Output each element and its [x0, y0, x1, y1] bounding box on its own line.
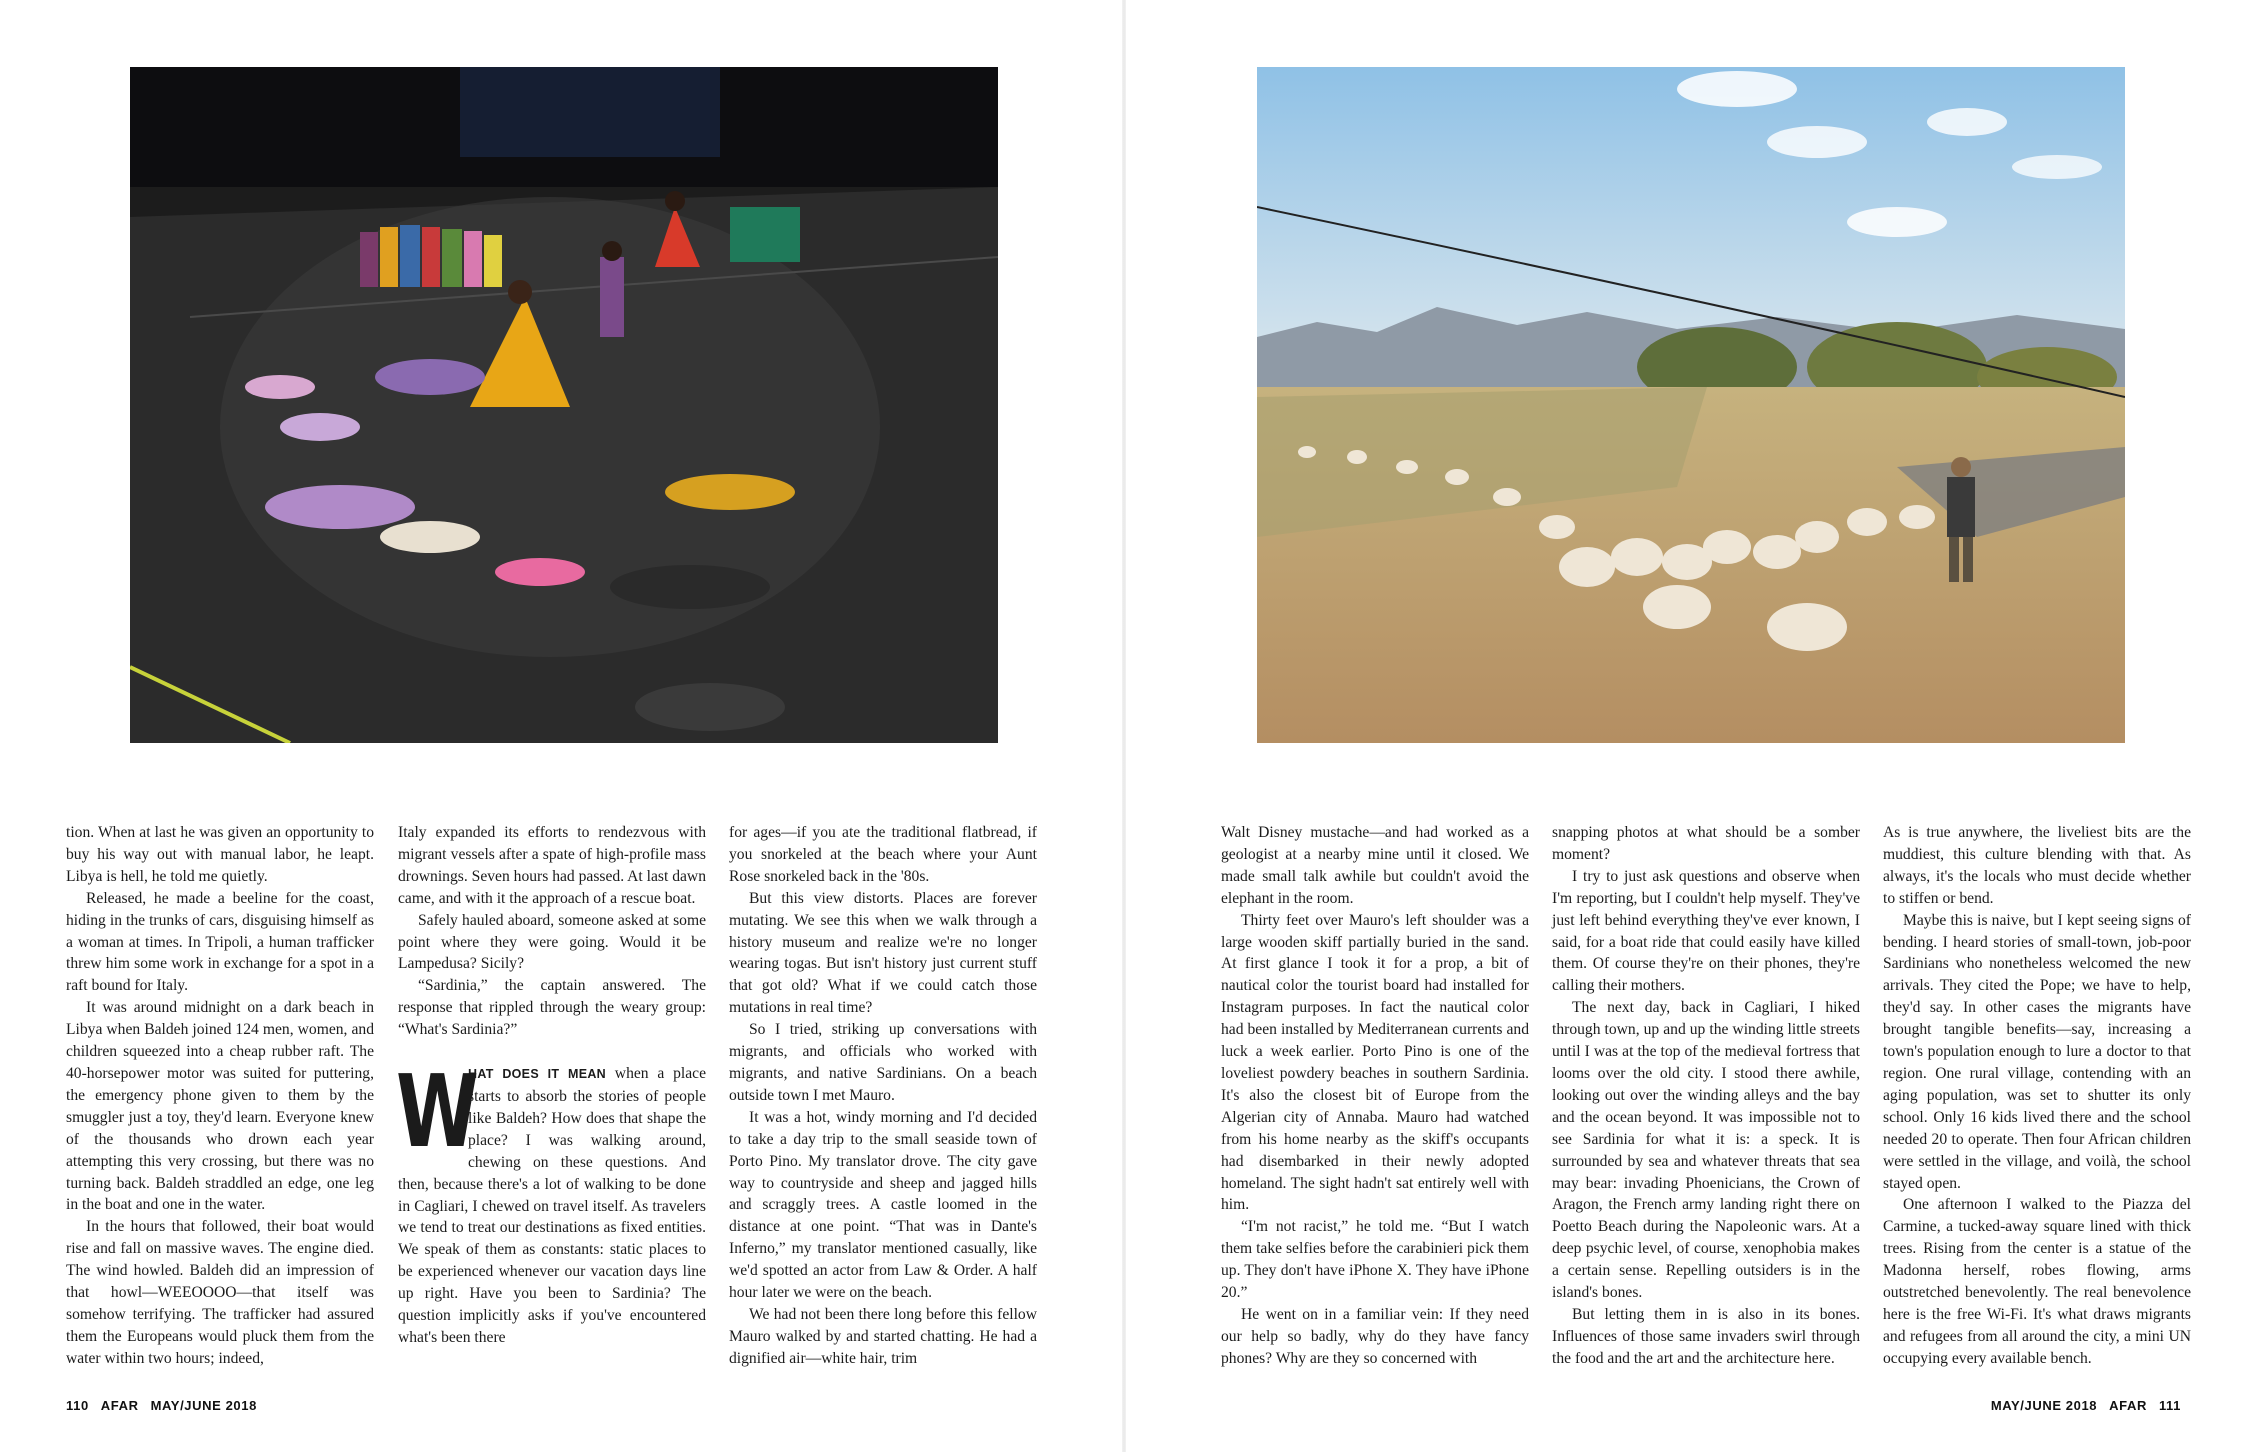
- paragraph: He went on in a familiar vein: If they need our help so badly, why do they have fancy phones? Why are they so concerned with: [1221, 1305, 1529, 1367]
- issue-date: MAY/JUNE 2018: [1990, 1398, 2098, 1413]
- paragraph: It was around midnight on a dark beach in Libya when Baldeh joined 124 men, women, and children squeezed into a cheap rubber raft. The 40-horsepower motor was suited for puttering, the emergency phone given to them by the smuggler just a toy, they'd learn. Everyone knew of the thousands who drown each year attempting this very crossing, but there was no turning back. Baldeh straddled an edge, one leg in the boat and one in the water.: [66, 999, 374, 1214]
- left-page: [0, 0, 1124, 1452]
- column-5: [1552, 822, 1860, 1370]
- right-page: [1125, 0, 2249, 1452]
- page-number: 110: [66, 1398, 89, 1413]
- paragraph: I try to just ask questions and observe when I'm reporting, but I couldn't help myself. They've just left behind everything they've ever known, I said, for a boat ride that could easily have killed them. Of course they're on their phones, they're calling their mothers.: [1552, 867, 1860, 995]
- column-4: [1221, 822, 1529, 1370]
- shepherd-sheep-photo: [1257, 67, 2125, 743]
- paragraph: We had not been there long before this fellow Mauro walked by and started chatting. He had a dignified air—white hair, trim: [729, 1305, 1037, 1367]
- lead-in: HAT DOES IT MEAN: [468, 1067, 607, 1082]
- paragraph: In the hours that followed, their boat would rise and fall on massive waves. The engine died. The wind howled. Baldeh did an impression of that howl—WEEOOOO—that itself was somehow terrifying. The trafficker had assured them the Europeans would pluck them from the water within two hours; indeed,: [66, 1218, 374, 1367]
- paragraph: “I'm not racist,” he told me. “But I watch them take selfies before the carabinieri pick them up. They don't have iPhone X. They have iPhone 20.”: [1221, 1218, 1529, 1302]
- paragraph: Walt Disney mustache—and had worked as a geologist at a nearby mine until it closed. We made small talk awhile but couldn't avoid the elephant in the room.: [1221, 824, 1529, 907]
- paragraph: But this view distorts. Places are forever mutating. We see this when we walk through a history museum and realize we're no longer wearing togas. But isn't history just current stuff that got old? What if we could catch those mutations in real time?: [729, 889, 1037, 1017]
- column-3: [729, 822, 1037, 1370]
- page-number: 111: [2158, 1398, 2181, 1413]
- paragraph: One afternoon I walked to the Piazza del Carmine, a tucked-away square lined with thick trees. Rising from the center is a statue of the Madonna herself, robes flowing, arms outstretched benevolently. The real benevolence here is the free Wi-Fi. It's what draws migrants and refugees from all around the city, a mini UN occupying every available bench.: [1883, 1196, 2191, 1367]
- paragraph: for ages—if you ate the traditional flatbread, if you snorkeled at the beach where your Aunt Rose snorkeled back in the '80s.: [729, 824, 1037, 885]
- folio-left: [66, 1398, 269, 1413]
- issue-date: MAY/JUNE 2018: [150, 1398, 257, 1413]
- column-6: [1883, 822, 2191, 1370]
- section-lead-paragraph: [396, 1053, 706, 1349]
- drop-cap: W: [396, 1053, 479, 1171]
- paragraph: So I tried, striking up conversations with migrants, and officials who worked with migrants, and native Sardinians. On a beach outside town I met Mauro.: [729, 1021, 1037, 1104]
- paragraph: As is true anywhere, the liveliest bits are the muddiest, this culture blending with that. As always, it's the locals who must decide whether to stiffen or bend.: [1883, 824, 2191, 907]
- paragraph: Italy expanded its efforts to rendezvous with migrant vessels after a spate of high-profile mass drownings. Seven hours had passed. At last dawn came, and with it the approach of a rescue boat.: [398, 824, 706, 907]
- paragraph: tion. When at last he was given an opportunity to buy his way out with manual labor, he leapt. Libya is hell, he told me quietly.: [66, 824, 374, 885]
- paragraph: The next day, back in Cagliari, I hiked through town, up and up the winding little streets until I was at the top of the medieval fortress that looms over the old city. I stood there awhile, looking out over the winding alleys and the bay and the ocean beyond. It was impossible not to see Sardinia for what it is: a speck. It is surrounded by sea and whatever threats that sea may bear: invading Phoenicians, the Crown of Aragon, the French army landing right there on Poetto Beach during the Napoleonic wars. At a deep psychic level, of course, xenophobia makes a certain sense. Repelling outsiders is in the island's bones.: [1552, 999, 1860, 1302]
- paragraph: Safely hauled aboard, someone asked at some point where they were going. Would it be Lampedusa? Sicily?: [398, 911, 706, 973]
- magazine-name: AFAR: [2109, 1398, 2147, 1413]
- column-2: [398, 822, 706, 1349]
- column-1: [66, 822, 374, 1370]
- paragraph: “Sardinia,” the captain answered. The response that rippled through the weary group: “What's Sardinia?”: [398, 977, 706, 1039]
- magazine-name: AFAR: [100, 1398, 139, 1413]
- paragraph: snapping photos at what should be a somber moment?: [1552, 824, 1860, 863]
- lead-in-rest: when a place starts to absorb the stories of people like Baldeh? How does that shape the place? I was walking around, chewing on these questions. And then, because there's a lot of walking to be done in Cagliari, I chewed on travel itself. As travelers we tend to treat our destinations as fixed entities. We speak of them as constants: static places to be experienced whenever our vacation days line up right. Have you been to Sardinia? The question implicitly asks if you've encountered what's been there: [398, 1065, 706, 1346]
- paragraph: Thirty feet over Mauro's left shoulder was a large wooden skiff partially buried in the sand. At first glance I took it for a prop, a bit of nautical color the tourist board had installed for Instagram purposes. In fact the nautical color had been installed by Mediterranean currents and luck a week earlier. Porto Pino is one of the loveliest powdery beaches in southern Sardinia. It's also the closest bit of Europe from the Algerian city of Annaba. Mauro had watched from his home nearby as the skiff's occupants had disembarked in their newly adopted homeland. The sight hadn't sat entirely well with him.: [1221, 911, 1529, 1214]
- paragraph: But letting them in is also in its bones. Influences of those same invaders swirl through the food and the art and the architecture here.: [1552, 1305, 1860, 1367]
- dance-stage-photo: [130, 67, 998, 743]
- paragraph: Released, he made a beeline for the coast, hiding in the trunks of cars, disguising himself as a woman at times. In Tripoli, a human trafficker threw him some work in exchange for a spot in a raft bound for Italy.: [66, 889, 374, 995]
- folio-right: [1979, 1398, 2181, 1413]
- paragraph: It was a hot, windy morning and I'd decided to take a day trip to the small seaside town of Porto Pino. My translator drove. The city gave way to countryside and sheep and jagged hills and scraggly trees. A castle loomed in the distance at one point. “That was in Dante's Inferno,” my translator mentioned casually, like we'd spotted an actor from Law & Order. A half hour later we were on the beach.: [729, 1108, 1037, 1302]
- paragraph: Maybe this is naive, but I kept seeing signs of bending. I heard stories of small-town, job-poor Sardinians who nonetheless welcomed the new arrivals. They cited the Pope; we have to help, they'd say. In other cases the migrants have brought tangible benefits—say, increasing a town's population enough to lure a doctor to that region. One rural village, contending with an aging population, was set to shutter its only school. Only 16 kids lived there and the school needed 20 to operate. Then four African children were settled in the village, and voilà, the school stayed open.: [1883, 911, 2191, 1192]
